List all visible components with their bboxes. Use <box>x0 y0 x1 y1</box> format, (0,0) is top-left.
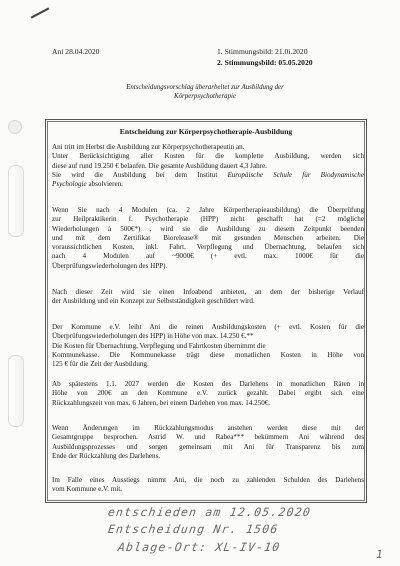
text-line: Wiederholungen à 500€*) , wird sie die Ausbildung zu diesem Zeitpunkt beenden <box>52 224 364 233</box>
paragraph-modules <box>52 206 364 271</box>
text-line: Die Kosten für Übernachtung, Verpflegung und Fahrtkosten übernimmt die <box>52 341 266 350</box>
document-date: Ani 28.04.2020 <box>52 47 100 56</box>
text-line: Der Kommune e.V. leiht Ani die reinen Ausbildungskosten (+ evtl. Kosten für die <box>52 323 364 331</box>
text-line: Im Falle eines Ausstiegs nimmt Ani, die noch zu zahlenden Schulden des Darlehens <box>52 476 364 484</box>
punch-hole-top <box>8 120 22 134</box>
handwritten-decision-date: entschieden am 12.05.2020 <box>107 505 313 519</box>
text-line: der Ausbildung und ein Konzept zur Selbstständigkeit geschildert wird. <box>52 297 255 306</box>
page-number: 1 <box>376 548 383 561</box>
text-segment: Sie wird die Ausbildung bei dem Institut <box>52 170 228 179</box>
paragraph-exit <box>52 476 364 495</box>
text-line: nach 4 Modulen auf ~9000€ (+ evtl. max. 1000€ für die <box>52 252 364 261</box>
text-line: Ausbildungsprozesses und sorgen gemeinsam mit Ani für Transparenz bis zum <box>52 442 364 451</box>
text-line <box>52 171 364 180</box>
text-line: Nach dieser Zeit wird sie einen Infoabend anbieten, an dem der bisherige Verlauf <box>52 288 364 296</box>
paragraph-changes <box>52 424 364 461</box>
text-line <box>52 180 364 189</box>
text-segment: absolvieren. <box>86 180 123 189</box>
text-line: Höhe von 200€ an den Kommune e.V. zurück gezahlt. Dabei ergibt sich eine <box>52 389 364 398</box>
decision-title: Entscheidung zur Körperpsychotherapie-Ausbildung <box>119 127 293 136</box>
paragraph-loan <box>52 323 364 369</box>
binder-ring-lower <box>8 355 24 427</box>
text-line: Kommunekasse. Die Kommunekasse trägt diese monatlichen Kosten in Höhe von <box>52 350 364 359</box>
second-vote-date: 2. Stimmungsbild: 05.05.2020 <box>217 58 313 67</box>
text-line: Ani tritt im Herbst die Ausbildung zur Körperpsychotherapeutin an. <box>52 143 245 151</box>
text-line: Rückzahlungszeit von max. 6 Jahren, bei einem Darlehen von max. 14.250€. <box>52 398 271 407</box>
text-line: und mit dem Zertifikat Biorelease® mit gesunden Menschen arbeiten. Die <box>52 233 364 242</box>
first-vote-date: 1. Stimmungsbild: 21.0i.2020 <box>217 47 308 56</box>
subtitle-line: Körperpsychotherapie <box>173 93 236 100</box>
subtitle-line: Entscheidungsvorschlag überarbeitet zur Ausbildung der <box>126 84 284 91</box>
document-subtitle <box>60 83 350 101</box>
paragraph-info-evening <box>52 288 364 307</box>
corner-pen-mark <box>31 7 50 18</box>
text-line: vom Kommune e.V. mit. <box>52 485 123 494</box>
handwritten-decision-number: Entscheidung Nr. 1506 <box>107 522 280 536</box>
text-line: Unter Berücksichtigung aller Kosten für die komplette Ausbildung, werden sich <box>52 152 364 161</box>
text-line: zur Heilpraktikerin f. Psychotherapie (HPP) nicht geschafft hat (=2 mögliche <box>52 215 364 224</box>
handwritten-filing-location: Ablage-Ort: XL-IV-10 <box>117 540 282 554</box>
text-line: Wenn Änderungen im Rückzahlungsmodus anstehen werden diese mit der <box>52 424 364 432</box>
text-line: Ende der Rückzahlung des Darlehens. <box>52 451 161 460</box>
binder-ring-upper <box>8 165 24 237</box>
text-line: Wenn Sie nach 4 Modulen (ca. 2 Jahre Körpertherapieausbildung) die Überprüfung <box>52 206 364 214</box>
text-line: Gesamtgruppe besprochen. Astrid W. und Rabea*** bekümmern Ani während des <box>52 433 364 442</box>
paragraph-repayment <box>52 380 364 408</box>
institute-name-cont: Psychologie <box>52 180 87 189</box>
text-line: Überprüfungswiederholungen des HPP). <box>52 261 168 270</box>
paragraph-intro <box>52 143 364 189</box>
text-line: Überprüfungswiederholungen des HPP) in Höhe von max. 14.250 €.** <box>52 332 254 341</box>
text-line: diese auf rund 19.250 € belaufen. Die gesamte Ausbildung dauert 4,3 Jahre. <box>52 161 267 170</box>
institute-name: Europäische Schule für Biodynamische <box>227 170 364 179</box>
text-line: 125 € für die Zeit der Ausbildung. <box>52 360 149 369</box>
text-line: voraussichtlichen Kosten, inkl. Fahrt, Verpflegung und Übernachtung, belaufen sich <box>52 243 364 252</box>
text-line: Ab spätestens 1.1. 2027 werden die Kosten des Darlehens in monatlichen Räten in <box>52 380 364 388</box>
